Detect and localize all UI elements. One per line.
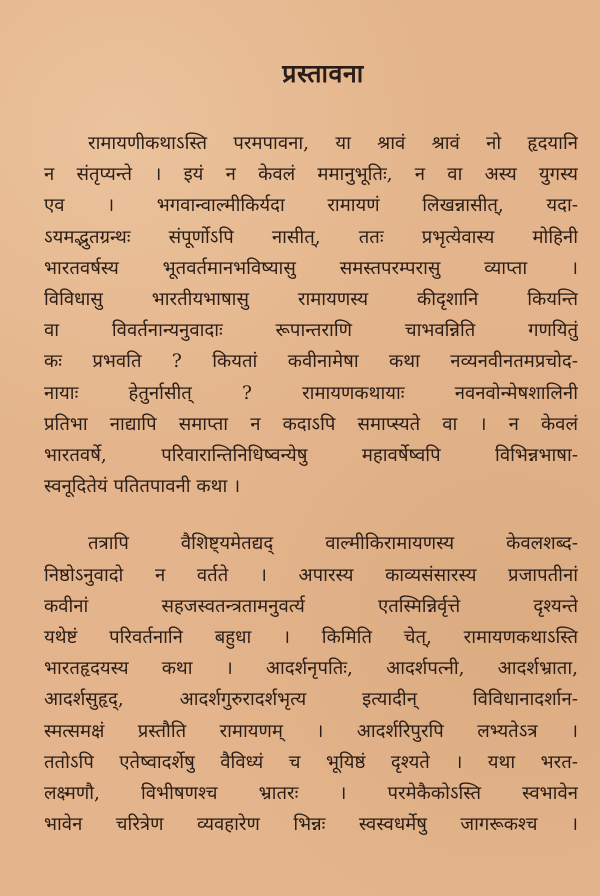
text-line: भावेन चरित्रेण व्यवहारेण भिन्नः स्वस्वधर्मेषु जागरूकश्च । <box>44 814 578 836</box>
text-line: निष्ठोऽनुवादो न वर्तते । अपारस्य काव्यसंसारस्य प्रजापतीनां <box>44 564 578 586</box>
text-line: स्मत्समक्षं प्रस्तौति रामायणम् । आदर्शरिपुरपि लभ्यतेऽत्र । <box>44 720 578 742</box>
text-line: भारतवर्षस्य भूतवर्तमानभविष्यासु समस्तपरम्परासु व्याप्ता । <box>44 257 578 279</box>
page-title: प्रस्तावना <box>282 59 364 88</box>
text-line: कः प्रभवति ? कियतां कवीनामेषा कथा नव्यनवीनतमप्रचोद- <box>44 351 578 373</box>
text-line: ततोऽपि एतेष्वादर्शेषु वैविध्यं च भूयिष्ठं दृश्यते । यथा भरत- <box>44 751 578 773</box>
text-line: न संतृप्यन्ते । इयं न केवलं ममानुभूतिः, न वा अस्य युगस्य <box>44 164 578 186</box>
text-line: विविधासु भारतीयभाषासु रामायणस्य कीदृशानि कियन्ति <box>44 289 578 311</box>
text-line: प्रतिभा नाद्यापि समाप्ता न कदाऽपि समाप्स्यते वा । न केवलं <box>44 413 578 435</box>
paragraph-gap <box>44 502 578 528</box>
text-line: कवीनां सहजस्वतन्त्रतामनुवर्त्य एतस्मिन्निर्वृत्ते दृश्यन्ते <box>44 595 578 617</box>
text-line: यथेष्टं परिवर्तनानि बहुधा । किमिति चेत्, रामायणकथाऽस्ति <box>44 627 578 649</box>
text-line: एव । भगवान्वाल्मीकिर्यदा रामायणं लिखन्नासीत्, यदा- <box>44 195 578 217</box>
text-line: नायाः हेतुर्नासीत् ? रामायणकथायाः नवनवोन्मेषशालिनी <box>44 382 578 404</box>
text-line: भारतहृदयस्य कथा । आदर्शनृपतिः, आदर्शपत्नी, आदर्शभ्राता, <box>44 658 578 680</box>
text-line: आदर्शसुहृद्, आदर्शगुरुरादर्शभृत्य इत्यादीन् विविधानादर्शान- <box>44 689 578 711</box>
text-line: रामायणीकथाऽस्ति परमपावना, या श्रावं श्रावं नो हृदयानि <box>88 133 578 154</box>
text-line: लक्ष्मणौ, विभीषणश्च भ्रातरः । परमेकैकोऽस्ति स्वभावेन <box>44 783 578 805</box>
text-line: तत्रापि वैशिष्ट्यमेतद्यद् वाल्मीकिरामायणस्य केवलशब्द- <box>88 533 578 555</box>
text-line: भारतवर्षे, परिवारान्तिनिधिष्वन्येषु महावर्षेष्वपि विभिन्नभाषा- <box>44 445 578 467</box>
text-line: ऽयमद्भुतग्रन्थः संपूर्णोऽपि नासीत्, ततः प्रभृत्येवास्य मोहिनी <box>44 226 578 248</box>
text-line: स्वनूदितेयं पतितपावनी कथा । <box>44 476 241 498</box>
paragraph-1 <box>44 128 578 502</box>
paragraph-2 <box>44 528 578 840</box>
text-line: वा विवर्तनान्यनुवादाः रूपान्तराणि चाभवन्निति गणयितुं <box>44 320 578 342</box>
